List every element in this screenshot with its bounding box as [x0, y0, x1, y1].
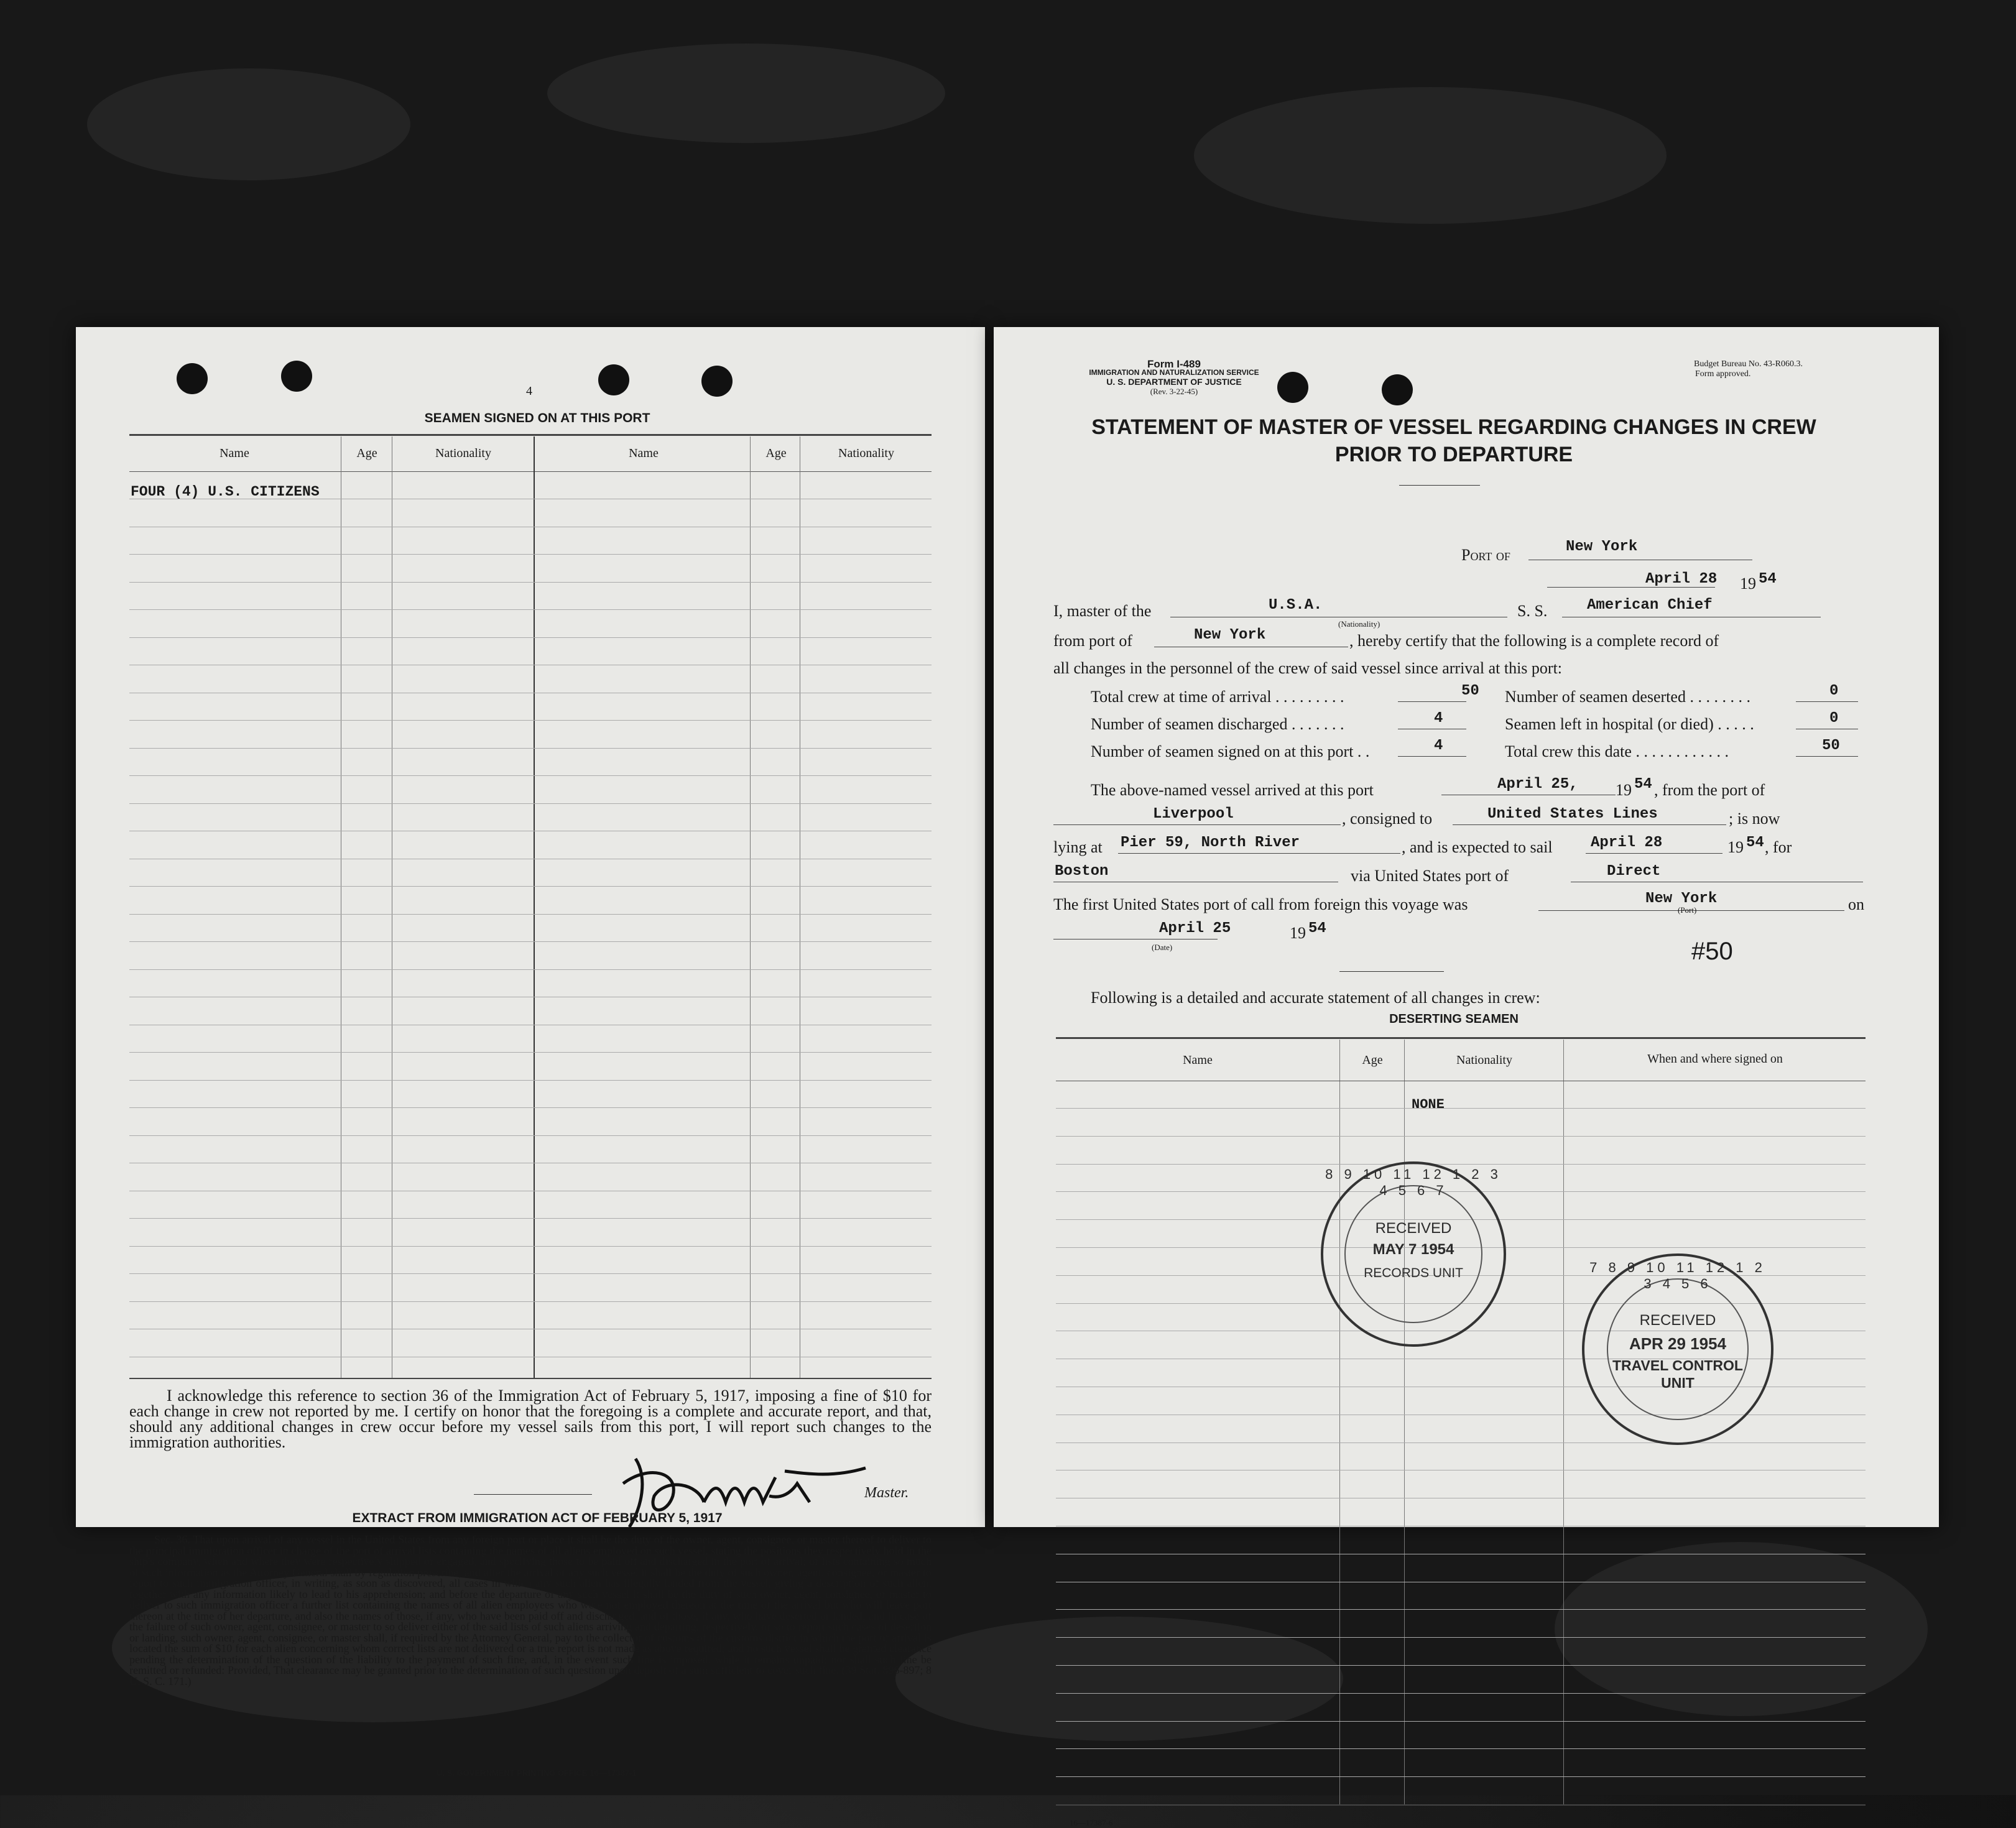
col-divider: [534, 436, 535, 1378]
table-row-rule: [129, 1107, 932, 1108]
via-label: via United States port of: [1351, 867, 1509, 885]
deserted-label: Number of seamen deserted . . . . . . . .: [1505, 688, 1750, 706]
col-nationality-1: Nationality: [435, 446, 491, 460]
first-port-label: The first United States port of call from foreign this voyage was: [1053, 895, 1468, 913]
page-number: 4: [526, 384, 532, 398]
table-row-rule: [129, 554, 932, 555]
table-row-rule: [1056, 1665, 1866, 1666]
sail-year: 54: [1746, 834, 1764, 851]
following-text: Following is a detailed and accurate statement of all changes in crew:: [1091, 989, 1540, 1007]
des-col-nationality: Nationality: [1456, 1053, 1512, 1067]
table-row-rule: [129, 609, 932, 610]
signed-on-label: Number of seamen signed on at this port . .: [1091, 742, 1370, 760]
deserting-top-rule: [1056, 1037, 1866, 1039]
table-row-rule: [1056, 1776, 1866, 1777]
table-row-rule: [129, 1218, 932, 1219]
table-row-rule: [129, 803, 932, 804]
col-age-1: Age: [356, 446, 377, 460]
table-row-rule: [129, 969, 932, 970]
signature-line: [474, 1494, 592, 1495]
des-divider: [1563, 1040, 1564, 1804]
arrived-label: The above-named vessel arrived at this port: [1091, 781, 1374, 799]
first-port-date: April 25: [1159, 920, 1231, 937]
table-row-rule: [129, 1301, 932, 1302]
table-row-rule: [129, 1135, 932, 1136]
year-value: 54: [1759, 571, 1777, 588]
col-name-2: Name: [629, 446, 659, 460]
stat-line: [1796, 756, 1858, 757]
table-row-rule: [129, 582, 932, 583]
table-row-rule: [129, 775, 932, 776]
consignee-line: [1453, 824, 1726, 825]
table-row-rule: [129, 748, 932, 749]
table-row-rule: [129, 941, 932, 942]
form-title-line-1: STATEMENT OF MASTER OF VESSEL REGARDING CHANGES IN CREW: [1091, 415, 1816, 439]
right-page: [994, 327, 1939, 1827]
table-row-rule: [1056, 1748, 1866, 1749]
sail-year-prefix: 19: [1727, 838, 1744, 856]
nationality-value: U.S.A.: [1269, 597, 1323, 614]
acknowledgement: I acknowledge this reference to section 36 of the Immigration Act of February 5, 1917, imposing a fine of $10 for each change in crew not reported by me. I certify on honor that the foregoing is a complete and accurate report, and that, should any additional changes in crew occur before my vessel sails from this port, I will report such changes to the immigration authorities.: [129, 1387, 932, 1451]
destination-value: Boston: [1055, 863, 1109, 880]
arrived-year: 54: [1634, 776, 1652, 793]
deserting-entry: NONE: [1412, 1097, 1445, 1112]
stat-line: [1796, 701, 1858, 702]
table-row-rule: [129, 720, 932, 721]
table-row-rule: [129, 1273, 932, 1274]
form-revision: (Rev. 3-22-45): [1150, 387, 1198, 396]
deserted-value: 0: [1829, 683, 1839, 699]
extract-text: Sec. 36. That upon arrival of any vessel in the United States from any foreign port or place it shall be the duty of the owner, agent, consignee, or master thereof to deliver to the principal immigration officer in charge of the port of arrival lists containing the names of all aliens employed on such vessel, stating the positions they respectively hold in the ship's company, when and where they were respectively shipped or engaged, and specifying those to be paid off and discharged in the port of arrival; or lists containing so much of such information as the Attorney General shall by regulation prescribe; and after the arrival of any such vessel it shall be the duty of such owner, agent, consignee, or master to report to such immigration officer, in writing, as soon as discovered, all cases in which any such alien has illegally landed from the vessel, giving a description of such alien, together with any information likely to lead to his apprehension; and before the departure of any such vessel it shall be the duty of such owner, agent, consignee, or master to deliver to such immigration officer a further list containing the names of all alien employees who were not employed thereon at the time of the arrival but who will leave port thereon at the time of her departure, and also the names of those, if any, who have been paid off and discharged, and of those, if any, who have deserted or landed; and in case of the failure of such owner, agent, consignee, or master to so deliver either of the said lists of such aliens arriving and departing, respectively, or so to report such cases of desertion or landing, such owner, agent, consignee, or master shall, if required by the Attorney General, pay to the collector of customs of the customs district in which the port of arrival is located the sum of $10 for each alien concerning whom correct lists are not delivered or a true report is not made as above required; and no such vessel shall be granted clearance pending the determination of the question of the liability to the payment of such fine, and, in the event such fine is imposed, while it remains unpaid; nor shall such fine be remitted or refunded: Provided, That clearance may be granted prior to the determination of such question upon deposit of a sum sufficient to cover such fine. (39 Stat. 896-897; 8 U. S. C. 171.): [129, 1533, 932, 1687]
table-row-rule: [1056, 1108, 1866, 1109]
table-top-rule: [129, 434, 932, 436]
des-col-age: Age: [1362, 1053, 1383, 1067]
form-approval: Form approved.: [1695, 369, 1751, 379]
on-label: on: [1848, 895, 1864, 913]
budget-bureau: Budget Bureau No. 43-R060.3.: [1694, 359, 1803, 369]
nationality-caption: (Nationality): [1338, 619, 1380, 629]
table-row-rule: [1056, 1693, 1866, 1694]
agency-line-1: IMMIGRATION AND NATURALIZATION SERVICE: [1089, 368, 1259, 377]
table-row-rule: [1056, 1721, 1866, 1722]
right-printer-line: 16—17387-6: [1070, 1818, 1113, 1827]
sail-date-line: [1586, 853, 1722, 854]
consigned-label: , consigned to: [1342, 810, 1433, 828]
table-row-rule: [129, 1052, 932, 1053]
arrived-year-prefix: 19: [1616, 781, 1632, 799]
punch-hole: [701, 366, 733, 397]
consignee-value: United States Lines: [1487, 806, 1658, 823]
from-port-value: New York: [1194, 627, 1266, 644]
records-unit-stamp: 8 9 10 11 12 1 2 3 4 5 6 7 RECEIVED MAY 7 1954 RECORDS UNIT: [1321, 1161, 1506, 1347]
title-rule: [1399, 485, 1480, 486]
agency-line-2: U. S. DEPARTMENT OF JUSTICE: [1106, 377, 1242, 387]
punch-hole: [598, 364, 629, 395]
arrived-date: April 25,: [1497, 776, 1578, 793]
form-number: Form I-489: [1147, 358, 1201, 370]
master-of-label: I, master of the: [1053, 602, 1152, 620]
signed-on-title: SEAMEN SIGNED ON AT THIS PORT: [424, 411, 650, 425]
lying-value: Pier 59, North River: [1121, 834, 1300, 851]
port-label: Port of: [1461, 546, 1510, 564]
des-divider: [1339, 1040, 1340, 1804]
table-row-rule: [1056, 1136, 1866, 1137]
now-label: ; is now: [1729, 810, 1780, 828]
extract-title: EXTRACT FROM IMMIGRATION ACT OF FEBRUARY 5, 1917: [352, 1511, 723, 1525]
handwritten-note: #50: [1691, 938, 1733, 965]
date-value: April 28: [1645, 571, 1718, 588]
port-value: New York: [1566, 538, 1638, 555]
first-year-prefix: 19: [1290, 924, 1306, 942]
hospital-label: Seamen left in hospital (or died) . . . . .: [1505, 715, 1754, 733]
signed-on-value: 4: [1434, 737, 1443, 754]
via-value: Direct: [1607, 863, 1661, 880]
punch-hole: [177, 363, 208, 394]
year-prefix: 19: [1740, 575, 1756, 593]
first-port-year: 54: [1308, 920, 1326, 937]
col-age-2: Age: [765, 446, 787, 460]
col-name-1: Name: [220, 446, 249, 460]
travel-control-stamp: 7 8 9 10 11 12 1 2 3 4 5 6 RECEIVED APR 29 1954 TRAVEL CONTROL UNIT: [1582, 1253, 1773, 1445]
lying-line: [1118, 853, 1400, 854]
certify-text: , hereby certify that the following is a complete record of: [1349, 632, 1719, 650]
expected-label: , and is expected to sail: [1402, 838, 1553, 856]
ss-label: S. S.: [1517, 602, 1548, 620]
des-col-signed-on: When and where signed on: [1647, 1052, 1783, 1066]
total-arrival-label: Total crew at time of arrival . . . . . . . . .: [1091, 688, 1344, 706]
table-row-rule: [1056, 1609, 1866, 1610]
deserting-title: DESERTING SEAMEN: [1389, 1012, 1519, 1026]
signed-on-entry: FOUR (4) U.S. CITIZENS: [131, 484, 320, 500]
stat-line: [1398, 701, 1466, 702]
punch-hole: [281, 361, 312, 392]
certify-text-2: all changes in the personnel of the crew of said vessel since arrival at this port:: [1053, 659, 1563, 677]
des-col-name: Name: [1183, 1053, 1213, 1067]
total-arrival-value: 50: [1461, 683, 1479, 699]
lying-label: lying at: [1053, 838, 1103, 856]
hospital-value: 0: [1829, 710, 1839, 727]
des-divider: [1404, 1040, 1405, 1804]
deserting-bottom-rule: [1056, 1804, 1866, 1806]
first-port-value: New York: [1645, 890, 1718, 907]
table-bottom-rule: [129, 1378, 932, 1379]
table-row-rule: [129, 1246, 932, 1247]
total-date-label: Total crew this date . . . . . . . . . . . .: [1505, 742, 1729, 760]
discharged-value: 4: [1434, 710, 1443, 727]
table-header-rule: [129, 471, 932, 472]
foreign-port-value: Liverpool: [1153, 806, 1234, 823]
date-caption: (Date): [1152, 943, 1173, 952]
from-port-of-label: , from the port of: [1654, 781, 1765, 799]
left-printer-line: U. S. GOVERNMENT PRINTING OFFICE 16—17387-1: [437, 1768, 637, 1778]
table-row-rule: [1056, 1637, 1866, 1638]
master-label: Master.: [864, 1485, 909, 1501]
form-title-line-2: PRIOR TO DEPARTURE: [1334, 443, 1573, 466]
table-row-rule: [1056, 1164, 1866, 1165]
section-rule: [1339, 971, 1444, 972]
table-row-rule: [129, 637, 932, 638]
from-port-label: from port of: [1053, 632, 1133, 650]
table-row-rule: [129, 914, 932, 915]
total-date-value: 50: [1822, 737, 1840, 754]
table-row-rule: [129, 886, 932, 887]
for-label: , for: [1765, 838, 1792, 856]
port-caption: (Port): [1678, 905, 1697, 915]
table-row-rule: [129, 1080, 932, 1081]
col-nationality-2: Nationality: [838, 446, 894, 460]
punch-hole: [1382, 374, 1413, 405]
col-divider: [750, 436, 751, 1378]
vessel-value: American Chief: [1587, 597, 1713, 614]
left-page: [76, 327, 985, 1778]
stat-line: [1398, 756, 1466, 757]
discharged-label: Number of seamen discharged . . . . . . .: [1091, 715, 1344, 733]
sail-date: April 28: [1591, 834, 1663, 851]
foreign-port-line: [1053, 824, 1341, 825]
